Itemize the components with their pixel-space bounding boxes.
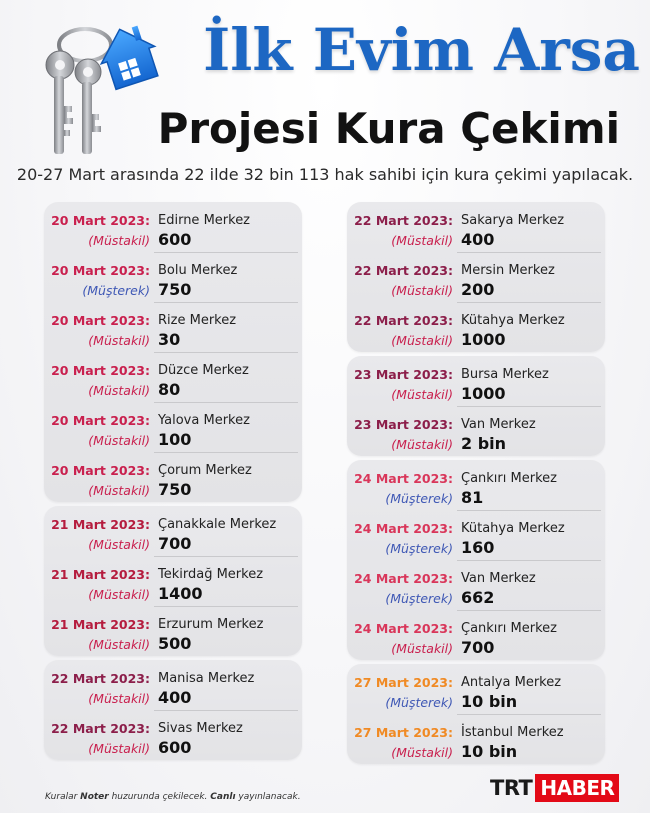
footer-note-canli: Canlı — [210, 792, 236, 802]
date-group — [347, 664, 605, 764]
entry-date: 23 Mart 2023: — [354, 417, 453, 432]
entry-type: (Müstakil) — [88, 333, 150, 348]
entry-type: (Müstakil) — [391, 641, 453, 656]
entry-count: 2 bin — [461, 434, 507, 453]
entry-date: 22 Mart 2023: — [51, 721, 150, 736]
logo-trt: TRT — [490, 776, 533, 800]
header — [0, 0, 650, 200]
entry-type: (Müstakil) — [88, 637, 150, 652]
entry-date: 24 Mart 2023: — [354, 521, 453, 536]
entry-count: 750 — [158, 480, 192, 499]
entry-type: (Müstakil) — [88, 587, 150, 602]
entry-type: (Müstakil) — [391, 387, 453, 402]
entry-city: Çanakkale Merkez — [158, 517, 277, 532]
entry-type: (Müstakil) — [88, 433, 150, 448]
entry-count: 400 — [461, 230, 495, 249]
footer-note — [45, 792, 301, 802]
entry-count: 100 — [158, 430, 192, 449]
entry-count: 500 — [158, 634, 192, 653]
entry-date: 22 Mart 2023: — [354, 263, 453, 278]
entry-count: 10 bin — [461, 742, 518, 761]
entry-count: 81 — [461, 488, 484, 507]
entry-city: Bursa Merkez — [461, 367, 549, 382]
entry-date: 20 Mart 2023: — [51, 463, 150, 478]
entry-city: Tekirdağ Merkez — [158, 567, 264, 582]
entry-count: 600 — [158, 230, 192, 249]
entry-city: Çankırı Merkez — [461, 621, 557, 636]
subtitle: 20-27 Mart arasında 22 ilde 32 bin 113 hak sahibi için kura çekimi yapılacak. — [16, 165, 634, 184]
entry-type: (Müstakil) — [88, 483, 150, 498]
entry-city: Sakarya Merkez — [461, 213, 565, 228]
draw-entry — [347, 610, 605, 660]
entry-count: 700 — [461, 638, 495, 657]
entry-city: Van Merkez — [461, 571, 536, 586]
entry-date: 20 Mart 2023: — [51, 213, 150, 228]
draw-entry — [347, 560, 605, 610]
entry-city: Sivas Merkez — [158, 721, 243, 736]
date-group — [44, 506, 302, 656]
keys-house-icon — [30, 10, 160, 170]
footer-note-text: yayınlanacak. — [235, 792, 301, 802]
entry-type: (Müşterek) — [82, 283, 150, 298]
entry-count: 662 — [461, 588, 495, 607]
date-group — [347, 202, 605, 352]
entry-count: 1000 — [461, 384, 506, 403]
entry-city: Düzce Merkez — [158, 363, 249, 378]
entry-city: İstanbul Merkez — [461, 725, 564, 740]
entry-city: Kütahya Merkez — [461, 313, 565, 328]
entry-count: 750 — [158, 280, 192, 299]
entry-city: Çankırı Merkez — [461, 471, 557, 486]
entry-date: 27 Mart 2023: — [354, 725, 453, 740]
footer-note-text: huzurunda çekilecek. — [108, 792, 211, 802]
entry-date: 20 Mart 2023: — [51, 363, 150, 378]
entry-date: 24 Mart 2023: — [354, 571, 453, 586]
entry-date: 22 Mart 2023: — [354, 213, 453, 228]
entry-city: Bolu Merkez — [158, 263, 238, 278]
entry-city: Antalya Merkez — [461, 675, 562, 690]
draw-entry — [44, 252, 302, 302]
draw-entry — [44, 402, 302, 452]
entry-type: (Müşterek) — [385, 695, 453, 710]
entry-count: 200 — [461, 280, 495, 299]
draw-entry — [44, 556, 302, 606]
entry-date: 23 Mart 2023: — [354, 367, 453, 382]
entry-count: 30 — [158, 330, 181, 349]
entry-type: (Müstakil) — [88, 233, 150, 248]
draw-entry — [347, 714, 605, 764]
draw-entry — [44, 452, 302, 502]
entry-date: 27 Mart 2023: — [354, 675, 453, 690]
date-group — [347, 356, 605, 456]
footer-note-noter: Noter — [80, 792, 109, 802]
entry-type: (Müstakil) — [88, 691, 150, 706]
draw-entry — [44, 660, 302, 710]
entry-date: 21 Mart 2023: — [51, 617, 150, 632]
entry-count: 1000 — [461, 330, 506, 349]
entry-type: (Müstakil) — [88, 741, 150, 756]
entry-type: (Müşterek) — [385, 491, 453, 506]
entry-date: 22 Mart 2023: — [51, 671, 150, 686]
entry-date: 21 Mart 2023: — [51, 567, 150, 582]
entry-type: (Müstakil) — [88, 383, 150, 398]
draw-entry — [347, 202, 605, 252]
entry-city: Manisa Merkez — [158, 671, 255, 686]
entry-count: 400 — [158, 688, 192, 707]
entry-count: 160 — [461, 538, 495, 557]
entry-date: 20 Mart 2023: — [51, 313, 150, 328]
entry-type: (Müstakil) — [88, 537, 150, 552]
draw-entry — [44, 202, 302, 252]
date-group — [44, 202, 302, 502]
entry-date: 24 Mart 2023: — [354, 621, 453, 636]
entry-count: 600 — [158, 738, 192, 757]
entry-type: (Müstakil) — [391, 233, 453, 248]
right-column — [347, 202, 605, 768]
draw-entry — [347, 664, 605, 714]
draw-entry — [44, 710, 302, 760]
entry-city: Çorum Merkez — [158, 463, 252, 478]
trt-haber-logo — [490, 774, 619, 802]
entry-type: (Müstakil) — [391, 437, 453, 452]
entry-count: 80 — [158, 380, 181, 399]
entry-city: Mersin Merkez — [461, 263, 555, 278]
entry-city: Van Merkez — [461, 417, 536, 432]
entry-date: 21 Mart 2023: — [51, 517, 150, 532]
draw-entry — [44, 506, 302, 556]
logo-haber: HABER — [535, 774, 619, 802]
entry-date: 22 Mart 2023: — [354, 313, 453, 328]
entry-city: Kütahya Merkez — [461, 521, 565, 536]
entry-type: (Müşterek) — [385, 591, 453, 606]
left-column — [44, 202, 302, 764]
entry-city: Edirne Merkez — [158, 213, 251, 228]
entry-count: 700 — [158, 534, 192, 553]
draw-entry — [347, 406, 605, 456]
draw-entry — [347, 510, 605, 560]
draw-entry — [347, 252, 605, 302]
entry-date: 20 Mart 2023: — [51, 263, 150, 278]
draw-entry — [44, 606, 302, 656]
entry-date: 20 Mart 2023: — [51, 413, 150, 428]
entry-city: Erzurum Merkez — [158, 617, 264, 632]
entry-count: 1400 — [158, 584, 203, 603]
draw-entry — [347, 356, 605, 406]
date-group — [44, 660, 302, 760]
title-line-1: İlk Evim Arsa — [203, 16, 640, 84]
entry-type: (Müstakil) — [391, 283, 453, 298]
title-line-2: Projesi Kura Çekimi — [157, 104, 620, 153]
entry-date: 24 Mart 2023: — [354, 471, 453, 486]
entry-type: (Müstakil) — [391, 333, 453, 348]
draw-entry — [44, 352, 302, 402]
entry-type: (Müstakil) — [391, 745, 453, 760]
entry-city: Yalova Merkez — [158, 413, 250, 428]
draw-entry — [347, 460, 605, 510]
draw-entry — [44, 302, 302, 352]
date-group — [347, 460, 605, 660]
draw-entry — [347, 302, 605, 352]
entry-city: Rize Merkez — [158, 313, 237, 328]
footer-note-text: Kuralar — [45, 792, 81, 802]
entry-type: (Müşterek) — [385, 541, 453, 556]
entry-count: 10 bin — [461, 692, 518, 711]
